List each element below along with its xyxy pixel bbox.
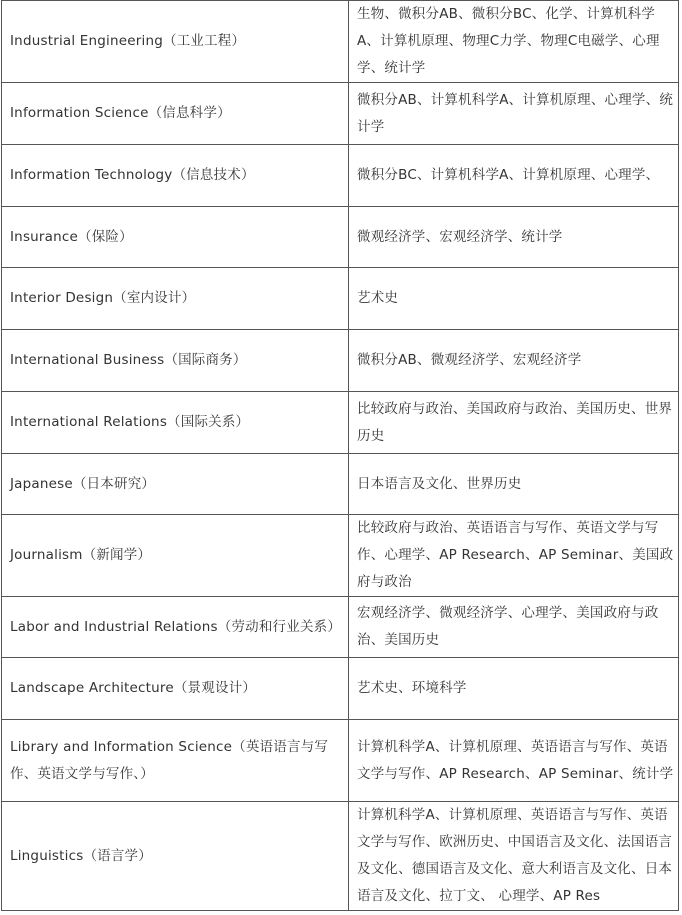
major-cell: Information Science（信息科学） (2, 83, 349, 145)
major-cell: Labor and Industrial Relations（劳动和行业关系） (2, 597, 349, 658)
courses-cell: 艺术史 (349, 268, 679, 330)
major-cell: Journalism（新闻学） (2, 515, 349, 597)
courses-cell: 艺术史、环境科学 (349, 658, 679, 720)
courses-cell: 微积分BC、计算机科学A、计算机原理、心理学、 (349, 145, 679, 207)
major-cell: International Business（国际商务） (2, 330, 349, 392)
table-row (2, 392, 679, 454)
table-row (2, 145, 679, 207)
courses-cell: 微积分AB、微观经济学、宏观经济学 (349, 330, 679, 392)
table-row (2, 268, 679, 330)
table-row (2, 330, 679, 392)
major-cell: Interior Design（室内设计） (2, 268, 349, 330)
major-cell: Information Technology（信息技术） (2, 145, 349, 207)
major-cell: International Relations（国际关系） (2, 392, 349, 454)
courses-cell: 比较政府与政治、英语语言与写作、英语文学与写作、心理学、AP Research、AP Seminar、美国政府与政治 (349, 515, 679, 597)
major-course-table (1, 0, 679, 911)
table-row (2, 515, 679, 597)
courses-cell: 日本语言及文化、世界历史 (349, 454, 679, 515)
major-cell: Landscape Architecture（景观设计） (2, 658, 349, 720)
major-cell: Linguistics（语言学） (2, 802, 349, 911)
table-row (2, 720, 679, 802)
major-cell: Insurance（保险） (2, 207, 349, 268)
table-row (2, 454, 679, 515)
courses-cell: 宏观经济学、微观经济学、心理学、美国政府与政治、美国历史 (349, 597, 679, 658)
major-cell: Library and Information Science（英语语言与写作、英语文学与写作、） (2, 720, 349, 802)
courses-cell: 微积分AB、计算机科学A、计算机原理、心理学、统计学 (349, 83, 679, 145)
courses-cell: 计算机科学A、计算机原理、英语语言与写作、英语文学与写作、欧洲历史、中国语言及文化、法国语言及文化、德国语言及文化、意大利语言及文化、日本语言及文化、拉丁文、 心理学、AP Res (349, 802, 679, 911)
table-row (2, 658, 679, 720)
table-row (2, 1, 679, 83)
courses-cell: 比较政府与政治、美国政府与政治、美国历史、世界历史 (349, 392, 679, 454)
courses-cell: 生物、微积分AB、微积分BC、化学、计算机科学A、计算机原理、物理C力学、物理C电磁学、心理学、统计学 (349, 1, 679, 83)
table-row (2, 83, 679, 145)
table-row (2, 597, 679, 658)
courses-cell: 微观经济学、宏观经济学、统计学 (349, 207, 679, 268)
table-row (2, 207, 679, 268)
table-row (2, 802, 679, 911)
major-cell: Japanese（日本研究） (2, 454, 349, 515)
courses-cell: 计算机科学A、计算机原理、英语语言与写作、英语文学与写作、AP Research、AP Seminar、统计学 (349, 720, 679, 802)
major-cell: Industrial Engineering（工业工程） (2, 1, 349, 83)
